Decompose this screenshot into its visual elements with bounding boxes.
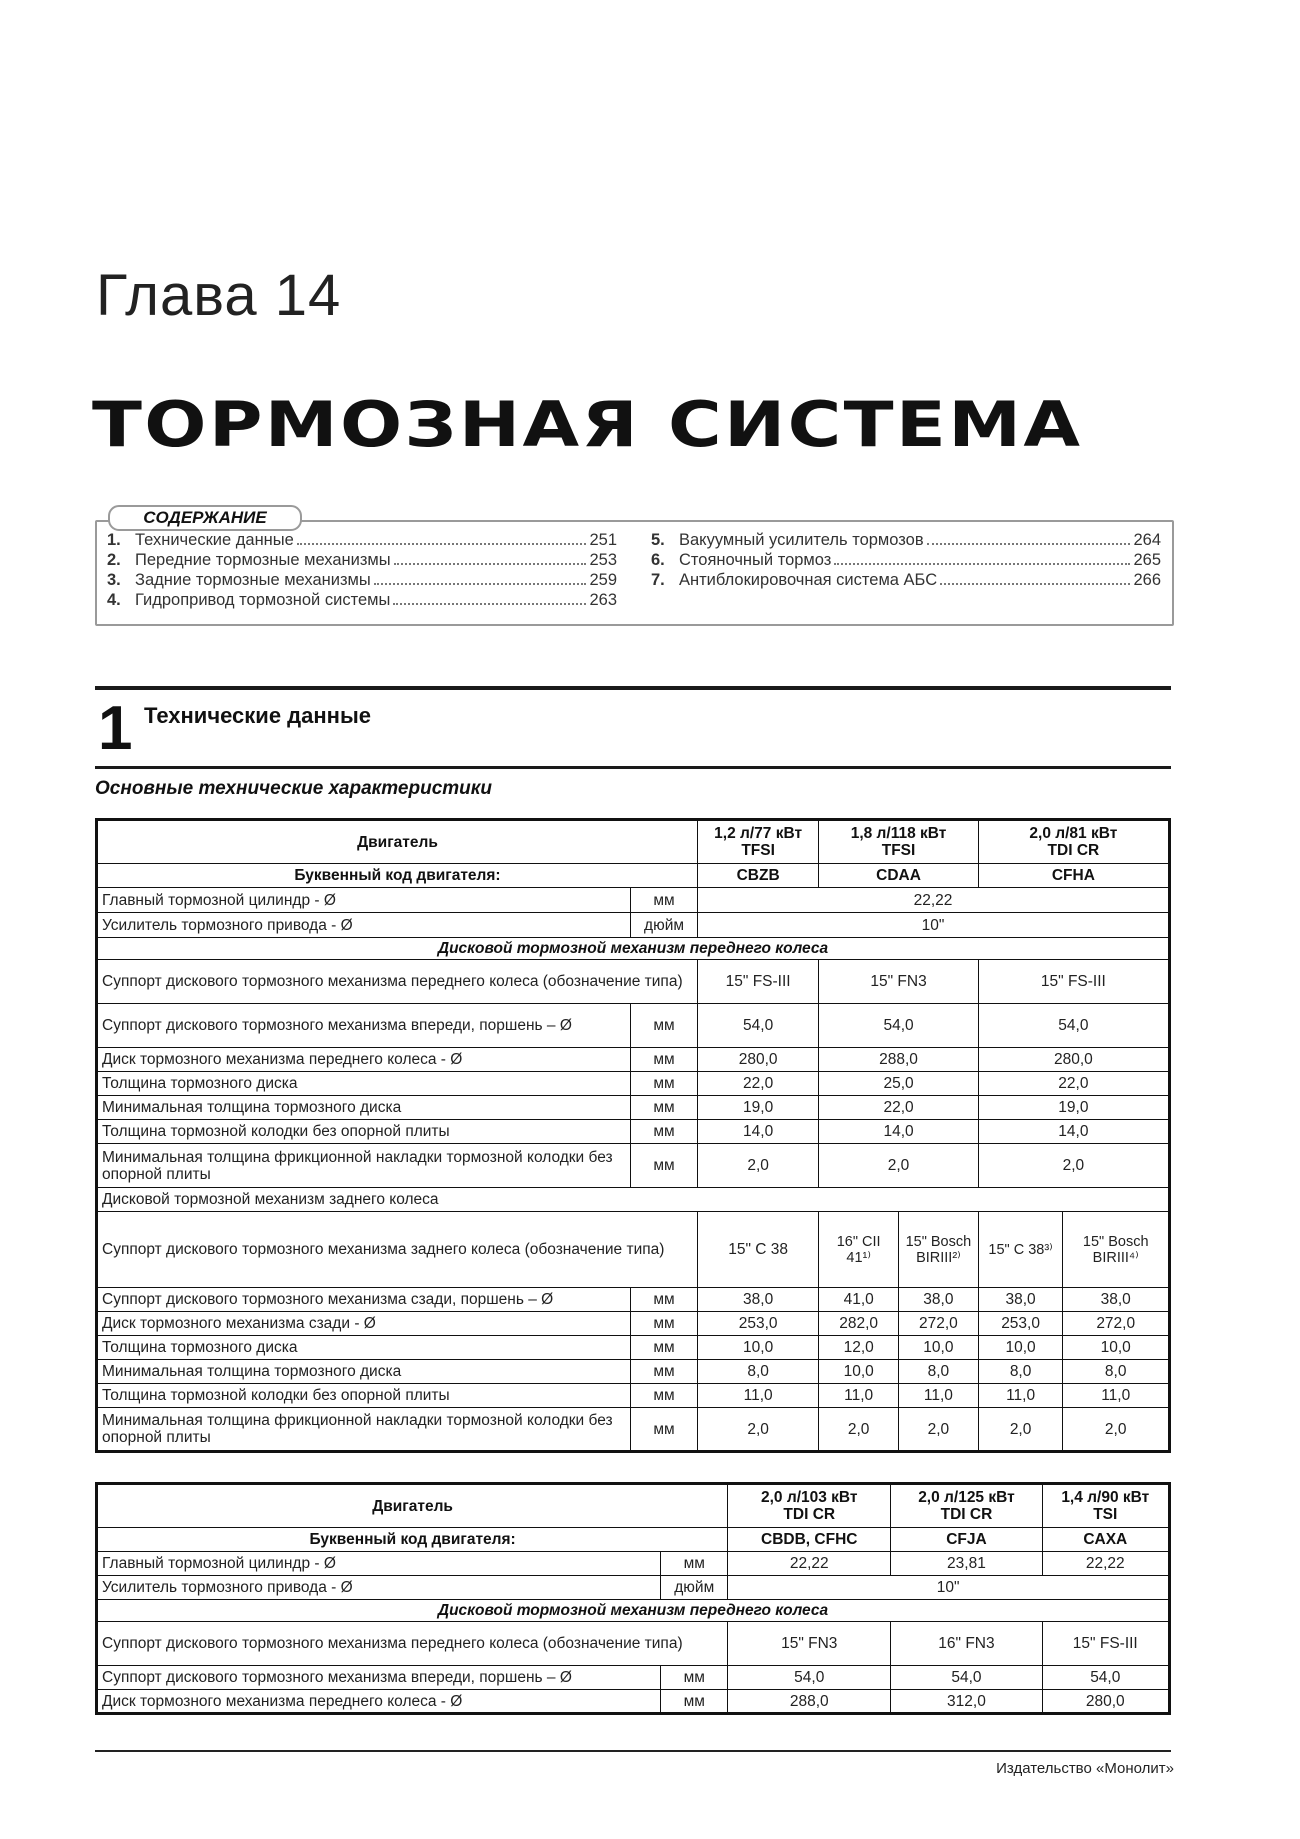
table-row: Минимальная толщина фрикционной накладки тормозной колодки без опорной плиты мм 2,0 2,0 2,0 2,0 2,0 — [97, 1408, 1170, 1452]
engine-column-header: 2,0 л/103 кВт TDI CR — [728, 1484, 891, 1528]
engine-header: Двигатель — [97, 1484, 728, 1528]
table-row: Минимальная толщина тормозного диска мм 8,0 10,0 8,0 8,0 8,0 — [97, 1360, 1170, 1384]
engine-code: CBZB — [697, 864, 818, 888]
toc-item[interactable]: 5. Вакуумный усилитель тормозов 264 — [651, 531, 1161, 549]
table-row: Толщина тормозного диска мм 10,0 12,0 10,0 10,0 10,0 — [97, 1336, 1170, 1360]
contents-left-column — [107, 530, 617, 610]
engine-code: CBDB, CFHC — [728, 1528, 891, 1552]
table-row: Толщина тормозного диска мм 22,0 25,0 22,0 — [97, 1072, 1170, 1096]
chapter-label: Глава 14 — [96, 263, 342, 328]
engine-code: CFHA — [978, 864, 1169, 888]
table-row: Диск тормозного механизма переднего колеса - Ø мм 288,0 312,0 280,0 — [97, 1690, 1170, 1714]
table-row: Суппорт дискового тормозного механизма сзади, поршень – Ø мм 38,0 41,0 38,0 38,0 38,0 — [97, 1288, 1170, 1312]
engine-column-header: 1,2 л/77 кВт TFSI — [697, 820, 818, 864]
brake-specs-table-1 — [95, 818, 1171, 1453]
section-number: 1 — [98, 694, 133, 763]
contents-heading: СОДЕРЖАНИЕ — [108, 505, 302, 531]
table-row: Суппорт дискового тормозного механизма заднего колеса (обозначение типа) 15" C 38 16" CII 41¹⁾ 15" Bosch BIRIII²⁾ 15" C 38³⁾ 15" Bosch BIRIII⁴⁾ — [97, 1212, 1170, 1288]
table-row: Диск тормозного механизма переднего колеса - Ø мм 280,0 288,0 280,0 — [97, 1048, 1170, 1072]
chapter-title: ТОРМОЗНАЯ СИСТЕМА — [92, 388, 1083, 461]
toc-item[interactable]: 6. Стояночный тормоз 265 — [651, 551, 1161, 569]
publisher-footer: Издательство «Монолит» — [996, 1760, 1174, 1777]
engine-code: CFJA — [891, 1528, 1042, 1552]
toc-item[interactable]: 4. Гидропривод тормозной системы 263 — [107, 591, 617, 609]
section-title: Технические данные — [144, 703, 371, 728]
toc-item[interactable]: 3. Задние тормозные механизмы 259 — [107, 571, 617, 589]
toc-item[interactable]: 7. Антиблокировочная система АБС 266 — [651, 571, 1161, 589]
section-top-rule — [95, 686, 1171, 690]
engine-code-label: Буквенный код двигателя: — [97, 1528, 728, 1552]
engine-code: CAXA — [1042, 1528, 1169, 1552]
table-row: Минимальная толщина тормозного диска мм 19,0 22,0 19,0 — [97, 1096, 1170, 1120]
table-row: Главный тормозной цилиндр - Ø мм 22,22 23,81 22,22 — [97, 1552, 1170, 1576]
contents-right-column — [651, 530, 1161, 590]
table-group-header: Дисковой тормозной механизм переднего колеса — [97, 938, 1170, 960]
engine-column-header: 1,8 л/118 кВт TFSI — [819, 820, 978, 864]
engine-column-header: 2,0 л/81 кВт TDI CR — [978, 820, 1169, 864]
table-row: Диск тормозного механизма сзади - Ø мм 253,0 282,0 272,0 253,0 272,0 — [97, 1312, 1170, 1336]
footer-rule — [95, 1750, 1171, 1752]
engine-header: Двигатель — [97, 820, 698, 864]
section-bottom-rule — [95, 766, 1171, 769]
table-row: Минимальная толщина фрикционной накладки тормозной колодки без опорной плиты мм 2,0 2,0 2,0 — [97, 1144, 1170, 1188]
engine-column-header: 1,4 л/90 кВт TSI — [1042, 1484, 1169, 1528]
table-row: Усилитель тормозного привода - Ø дюйм 10" — [97, 1576, 1170, 1600]
engine-code-label: Буквенный код двигателя: — [97, 864, 698, 888]
toc-item[interactable]: 2. Передние тормозные механизмы 253 — [107, 551, 617, 569]
table-row: Суппорт дискового тормозного механизма впереди, поршень – Ø мм 54,0 54,0 54,0 — [97, 1004, 1170, 1048]
table-row: Суппорт дискового тормозного механизма переднего колеса (обозначение типа) 15" FN3 16" FN3 15" FS-III — [97, 1622, 1170, 1666]
table-row: Толщина тормозной колодки без опорной плиты мм 11,0 11,0 11,0 11,0 11,0 — [97, 1384, 1170, 1408]
engine-column-header: 2,0 л/125 кВт TDI CR — [891, 1484, 1042, 1528]
contents-box — [95, 520, 1174, 626]
brake-specs-table-2 — [95, 1482, 1171, 1715]
engine-code: CDAA — [819, 864, 978, 888]
toc-item[interactable]: 1. Технические данные 251 — [107, 531, 617, 549]
table-row: Суппорт дискового тормозного механизма переднего колеса (обозначение типа) 15" FS-III 15" FN3 15" FS-III — [97, 960, 1170, 1004]
table-group-header: Дисковой тормозной механизм переднего колеса — [97, 1600, 1170, 1622]
subsection-title: Основные технические характеристики — [95, 778, 492, 799]
table-row: Усилитель тормозного привода - Ø дюйм 10" — [97, 913, 1170, 938]
table-row: Толщина тормозной колодки без опорной плиты мм 14,0 14,0 14,0 — [97, 1120, 1170, 1144]
table-group-header: Дисковой тормозной механизм заднего колеса — [97, 1188, 1170, 1212]
table-row: Главный тормозной цилиндр - Ø мм 22,22 — [97, 888, 1170, 913]
table-row: Суппорт дискового тормозного механизма впереди, поршень – Ø мм 54,0 54,0 54,0 — [97, 1666, 1170, 1690]
